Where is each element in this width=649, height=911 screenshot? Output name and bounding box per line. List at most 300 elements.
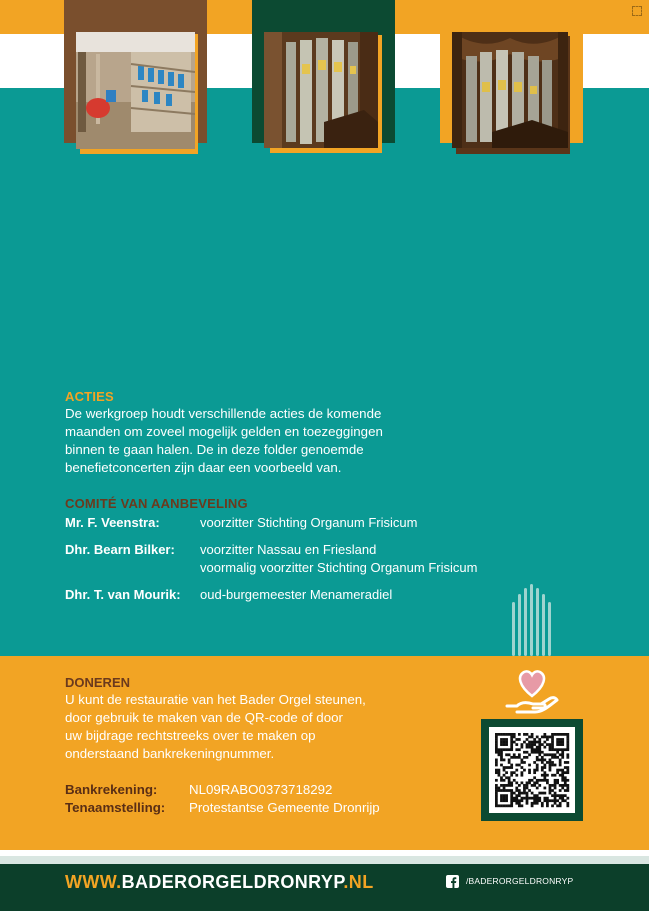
qr-module bbox=[543, 759, 546, 762]
qr-module bbox=[515, 789, 518, 792]
qr-module bbox=[515, 743, 518, 746]
acties-line: maanden om zoveel mogelijk gelden en toezeggingen bbox=[65, 424, 383, 439]
qr-module bbox=[515, 802, 518, 805]
qr-module bbox=[500, 779, 503, 782]
qr-module bbox=[510, 771, 513, 774]
qr-module bbox=[495, 759, 498, 762]
qr-module bbox=[518, 738, 521, 741]
qr-module bbox=[500, 738, 503, 741]
qr-module bbox=[508, 753, 511, 756]
website-tld: .NL bbox=[343, 872, 374, 892]
qr-module bbox=[561, 771, 564, 774]
qr-module bbox=[536, 787, 539, 790]
qr-module bbox=[505, 743, 508, 746]
doneren-line: U kunt de restauratie van het Bader Orgel steunen, bbox=[65, 692, 366, 707]
doneren-line: onderstaand bankrekeningnummer. bbox=[65, 746, 275, 761]
qr-module bbox=[536, 764, 539, 767]
qr-module bbox=[551, 736, 554, 739]
qr-module bbox=[536, 751, 539, 754]
qr-module bbox=[533, 781, 536, 784]
qr-module bbox=[503, 797, 506, 800]
qr-module bbox=[541, 802, 544, 805]
comite-member-role: voorzitter Nassau en Friesland bbox=[200, 542, 377, 557]
qr-module bbox=[523, 789, 526, 792]
qr-module bbox=[510, 799, 513, 802]
qr-module bbox=[531, 802, 534, 805]
photo-frame-pipes bbox=[252, 0, 395, 156]
qr-module bbox=[505, 776, 508, 779]
qr-module bbox=[531, 733, 534, 736]
qr-module bbox=[554, 748, 557, 751]
qr-module bbox=[518, 764, 521, 767]
qr-module bbox=[551, 746, 554, 749]
qr-module bbox=[564, 794, 567, 797]
qr-module bbox=[566, 779, 569, 782]
qr-module bbox=[549, 759, 552, 762]
qr-module bbox=[531, 741, 534, 744]
qr-module bbox=[554, 756, 557, 759]
qr-code[interactable] bbox=[489, 727, 575, 813]
qr-module bbox=[526, 787, 529, 790]
qr-module bbox=[505, 794, 508, 797]
qr-module bbox=[495, 789, 498, 792]
qr-module bbox=[554, 733, 557, 736]
acties-heading: ACTIES bbox=[65, 389, 114, 404]
bank-account-number: NL09RABO0373718292 bbox=[189, 782, 333, 797]
qr-module bbox=[508, 733, 511, 736]
qr-module bbox=[566, 753, 569, 756]
qr-module bbox=[510, 756, 513, 759]
qr-module bbox=[556, 779, 559, 782]
qr-module bbox=[495, 733, 498, 736]
qr-module bbox=[510, 781, 513, 784]
qr-module bbox=[541, 766, 544, 769]
qr-module bbox=[495, 761, 498, 764]
bank-account-row bbox=[65, 781, 445, 799]
qr-module bbox=[554, 774, 557, 777]
comite-member bbox=[65, 586, 565, 604]
qr-module bbox=[549, 753, 552, 756]
qr-module bbox=[498, 774, 501, 777]
comite-member bbox=[65, 514, 565, 532]
qr-module bbox=[526, 733, 529, 736]
qr-module bbox=[510, 736, 513, 739]
qr-module bbox=[495, 736, 498, 739]
qr-module bbox=[561, 753, 564, 756]
qr-module bbox=[561, 733, 564, 736]
qr-module bbox=[503, 769, 506, 772]
qr-module bbox=[538, 746, 541, 749]
qr-module bbox=[559, 738, 562, 741]
qr-module bbox=[559, 733, 562, 736]
qr-module bbox=[508, 781, 511, 784]
qr-module bbox=[551, 733, 554, 736]
qr-module bbox=[564, 789, 567, 792]
qr-module bbox=[510, 774, 513, 777]
qr-module bbox=[536, 759, 539, 762]
qr-module bbox=[551, 804, 554, 807]
qr-module bbox=[549, 764, 552, 767]
qr-module bbox=[543, 776, 546, 779]
qr-module bbox=[528, 743, 531, 746]
qr-module bbox=[559, 769, 562, 772]
qr-module bbox=[554, 784, 557, 787]
light-divider bbox=[0, 856, 649, 864]
qr-module bbox=[515, 738, 518, 741]
qr-module bbox=[541, 761, 544, 764]
qr-module bbox=[549, 766, 552, 769]
qr-module bbox=[561, 787, 564, 790]
qr-module bbox=[521, 797, 524, 800]
qr-module bbox=[538, 759, 541, 762]
qr-module bbox=[518, 804, 521, 807]
qr-module bbox=[566, 787, 569, 790]
qr-module bbox=[564, 766, 567, 769]
comite-member-role: voorzitter Stichting Organum Frisicum bbox=[200, 515, 418, 530]
qr-module bbox=[554, 797, 557, 800]
qr-module bbox=[531, 784, 534, 787]
qr-module bbox=[566, 738, 569, 741]
qr-module bbox=[495, 779, 498, 782]
qr-module bbox=[566, 743, 569, 746]
qr-module bbox=[549, 787, 552, 790]
qr-module bbox=[561, 799, 564, 802]
qr-module bbox=[521, 792, 524, 795]
qr-module bbox=[518, 789, 521, 792]
qr-module bbox=[559, 748, 562, 751]
qr-module bbox=[505, 766, 508, 769]
qr-module bbox=[495, 769, 498, 772]
qr-module bbox=[498, 804, 501, 807]
acties-section bbox=[65, 389, 383, 477]
qr-module bbox=[551, 794, 554, 797]
qr-module bbox=[521, 799, 524, 802]
qr-module bbox=[523, 797, 526, 800]
qr-module bbox=[510, 804, 513, 807]
qr-module bbox=[538, 753, 541, 756]
qr-module bbox=[521, 746, 524, 749]
qr-module bbox=[533, 771, 536, 774]
qr-module bbox=[508, 761, 511, 764]
qr-module bbox=[543, 779, 546, 782]
account-holder-name: Protestantse Gemeente Dronrijp bbox=[189, 800, 380, 815]
qr-module bbox=[526, 743, 529, 746]
qr-module bbox=[561, 776, 564, 779]
comite-heading-block bbox=[65, 496, 248, 511]
qr-module bbox=[556, 748, 559, 751]
qr-module bbox=[533, 794, 536, 797]
qr-module bbox=[508, 759, 511, 762]
qr-module bbox=[533, 802, 536, 805]
qr-module bbox=[564, 771, 567, 774]
qr-module bbox=[533, 784, 536, 787]
website-link[interactable] bbox=[65, 872, 374, 893]
qr-module bbox=[551, 789, 554, 792]
qr-module bbox=[549, 743, 552, 746]
qr-module bbox=[543, 774, 546, 777]
qr-module bbox=[543, 753, 546, 756]
qr-module bbox=[561, 779, 564, 782]
qr-module bbox=[564, 761, 567, 764]
qr-module bbox=[551, 761, 554, 764]
qr-module bbox=[495, 792, 498, 795]
qr-module bbox=[495, 797, 498, 800]
qr-module bbox=[510, 802, 513, 805]
qr-module bbox=[521, 781, 524, 784]
account-holder-row bbox=[65, 799, 445, 817]
qr-module bbox=[554, 781, 557, 784]
qr-module bbox=[549, 789, 552, 792]
qr-module bbox=[528, 789, 531, 792]
qr-module bbox=[528, 746, 531, 749]
qr-module bbox=[564, 748, 567, 751]
qr-module bbox=[515, 781, 518, 784]
qr-module bbox=[508, 776, 511, 779]
qr-module bbox=[503, 789, 506, 792]
qr-module bbox=[561, 774, 564, 777]
qr-module bbox=[503, 799, 506, 802]
qr-module bbox=[556, 751, 559, 754]
qr-module bbox=[508, 789, 511, 792]
qr-module bbox=[538, 784, 541, 787]
doneren-heading: DONEREN bbox=[65, 675, 131, 690]
qr-module bbox=[510, 746, 513, 749]
qr-module bbox=[523, 733, 526, 736]
qr-module bbox=[500, 776, 503, 779]
qr-module bbox=[561, 784, 564, 787]
qr-module bbox=[526, 802, 529, 805]
acties-line: De werkgroep houdt verschillende acties de komende bbox=[65, 406, 382, 421]
qr-module bbox=[503, 741, 506, 744]
acties-line: benefietconcerten zijn daar een voorbeeld van. bbox=[65, 460, 342, 475]
qr-module bbox=[523, 792, 526, 795]
qr-module bbox=[551, 741, 554, 744]
qr-module bbox=[566, 771, 569, 774]
qr-module bbox=[515, 794, 518, 797]
qr-module bbox=[510, 784, 513, 787]
qr-module bbox=[531, 748, 534, 751]
qr-module bbox=[549, 746, 552, 749]
qr-module bbox=[523, 784, 526, 787]
photo-organ-pipes bbox=[264, 32, 378, 148]
crop-mark bbox=[632, 6, 642, 16]
qr-module bbox=[556, 804, 559, 807]
qr-module bbox=[549, 761, 552, 764]
comite-member-name: Dhr. Bearn Bilker: bbox=[65, 542, 175, 557]
qr-module bbox=[521, 804, 524, 807]
qr-module bbox=[508, 766, 511, 769]
qr-module bbox=[513, 799, 516, 802]
qr-module bbox=[513, 792, 516, 795]
qr-module bbox=[559, 797, 562, 800]
qr-module bbox=[505, 733, 508, 736]
qr-module bbox=[500, 794, 503, 797]
qr-module bbox=[515, 756, 518, 759]
qr-module bbox=[498, 787, 501, 790]
qr-module bbox=[521, 771, 524, 774]
organ-pipes-icon bbox=[510, 584, 554, 656]
photo-storage-room bbox=[76, 32, 195, 149]
qr-module bbox=[554, 799, 557, 802]
qr-module bbox=[503, 766, 506, 769]
qr-module bbox=[546, 738, 549, 741]
qr-module bbox=[521, 759, 524, 762]
qr-module bbox=[513, 756, 516, 759]
qr-module bbox=[559, 789, 562, 792]
qr-module bbox=[510, 789, 513, 792]
qr-module bbox=[536, 736, 539, 739]
qr-module bbox=[536, 748, 539, 751]
comite-member bbox=[65, 541, 565, 577]
qr-module bbox=[564, 776, 567, 779]
qr-module bbox=[538, 748, 541, 751]
qr-module bbox=[561, 741, 564, 744]
photo-organ-carving bbox=[452, 32, 568, 148]
qr-module bbox=[554, 802, 557, 805]
qr-module bbox=[518, 756, 521, 759]
qr-module bbox=[559, 804, 562, 807]
qr-module bbox=[523, 787, 526, 790]
qr-module bbox=[538, 799, 541, 802]
qr-module bbox=[543, 799, 546, 802]
qr-module bbox=[546, 779, 549, 782]
qr-module bbox=[515, 764, 518, 767]
qr-module bbox=[495, 751, 498, 754]
qr-module bbox=[538, 792, 541, 795]
qr-module bbox=[556, 771, 559, 774]
qr-module bbox=[503, 738, 506, 741]
qr-module bbox=[528, 753, 531, 756]
qr-module bbox=[546, 781, 549, 784]
qr-module bbox=[543, 764, 546, 767]
qr-module bbox=[566, 736, 569, 739]
qr-module bbox=[505, 789, 508, 792]
qr-module bbox=[528, 736, 531, 739]
qr-module bbox=[533, 741, 536, 744]
qr-module bbox=[500, 784, 503, 787]
facebook-icon[interactable] bbox=[446, 875, 459, 888]
qr-module bbox=[531, 746, 534, 749]
qr-module bbox=[546, 799, 549, 802]
qr-module bbox=[549, 799, 552, 802]
qr-module bbox=[566, 804, 569, 807]
qr-module bbox=[505, 753, 508, 756]
qr-module bbox=[508, 748, 511, 751]
qr-module bbox=[526, 738, 529, 741]
qr-module bbox=[498, 733, 501, 736]
qr-module bbox=[551, 738, 554, 741]
qr-module bbox=[495, 738, 498, 741]
doneren-line: uw bijdrage rechtstreeks over te maken op bbox=[65, 728, 316, 743]
comite-heading: COMITÉ VAN AANBEVELING bbox=[65, 496, 248, 511]
qr-module bbox=[528, 781, 531, 784]
comite-member-role: voormalig voorzitter Stichting Organum Frisicum bbox=[200, 560, 478, 575]
qr-module bbox=[495, 741, 498, 744]
qr-module bbox=[531, 743, 534, 746]
qr-module bbox=[500, 733, 503, 736]
qr-module bbox=[541, 769, 544, 772]
qr-module bbox=[561, 794, 564, 797]
qr-module bbox=[564, 784, 567, 787]
qr-module bbox=[561, 756, 564, 759]
qr-module bbox=[531, 792, 534, 795]
qr-module bbox=[500, 751, 503, 754]
qr-module bbox=[556, 781, 559, 784]
qr-module bbox=[515, 748, 518, 751]
qr-module bbox=[515, 769, 518, 772]
qr-module bbox=[538, 741, 541, 744]
comite-member-name: Dhr. T. van Mourik: bbox=[65, 587, 181, 602]
qr-module bbox=[500, 753, 503, 756]
qr-module bbox=[521, 774, 524, 777]
photo-frame-storage bbox=[64, 0, 198, 156]
qr-module bbox=[546, 804, 549, 807]
qr-module bbox=[513, 736, 516, 739]
qr-module bbox=[559, 759, 562, 762]
qr-module bbox=[526, 794, 529, 797]
qr-module bbox=[549, 792, 552, 795]
qr-module bbox=[523, 741, 526, 744]
qr-module bbox=[566, 766, 569, 769]
acties-line: binnen te gaan halen. De in deze folder genoemde bbox=[65, 442, 364, 457]
qr-module bbox=[533, 797, 536, 800]
qr-module bbox=[536, 769, 539, 772]
bank-account-label: Bankrekening: bbox=[65, 782, 158, 797]
qr-module bbox=[536, 756, 539, 759]
qr-module bbox=[566, 769, 569, 772]
qr-module bbox=[503, 794, 506, 797]
qr-module bbox=[505, 741, 508, 744]
qr-module bbox=[510, 741, 513, 744]
qr-module bbox=[515, 774, 518, 777]
qr-module bbox=[508, 779, 511, 782]
website-www: WWW. bbox=[65, 872, 122, 892]
qr-module bbox=[536, 766, 539, 769]
qr-module bbox=[536, 802, 539, 805]
qr-module bbox=[533, 743, 536, 746]
qr-module bbox=[546, 753, 549, 756]
qr-module bbox=[551, 799, 554, 802]
qr-module bbox=[521, 743, 524, 746]
qr-module bbox=[551, 756, 554, 759]
qr-module bbox=[500, 797, 503, 800]
qr-module bbox=[549, 748, 552, 751]
qr-module bbox=[505, 771, 508, 774]
qr-module bbox=[559, 794, 562, 797]
qr-module bbox=[523, 769, 526, 772]
facebook-handle[interactable]: /BADERORGELDRONRYP bbox=[466, 876, 574, 886]
qr-module bbox=[526, 797, 529, 800]
qr-module bbox=[505, 738, 508, 741]
qr-module bbox=[546, 736, 549, 739]
photo-frame-carving bbox=[440, 0, 583, 156]
qr-module bbox=[528, 771, 531, 774]
qr-module bbox=[500, 789, 503, 792]
qr-module bbox=[566, 789, 569, 792]
qr-code-frame[interactable] bbox=[481, 719, 583, 821]
qr-module bbox=[549, 784, 552, 787]
qr-module bbox=[536, 779, 539, 782]
qr-module bbox=[510, 743, 513, 746]
qr-module bbox=[546, 743, 549, 746]
qr-module bbox=[518, 748, 521, 751]
qr-module bbox=[518, 733, 521, 736]
qr-module bbox=[495, 771, 498, 774]
qr-module bbox=[500, 748, 503, 751]
qr-module bbox=[526, 792, 529, 795]
qr-module bbox=[541, 779, 544, 782]
qr-module bbox=[554, 764, 557, 767]
